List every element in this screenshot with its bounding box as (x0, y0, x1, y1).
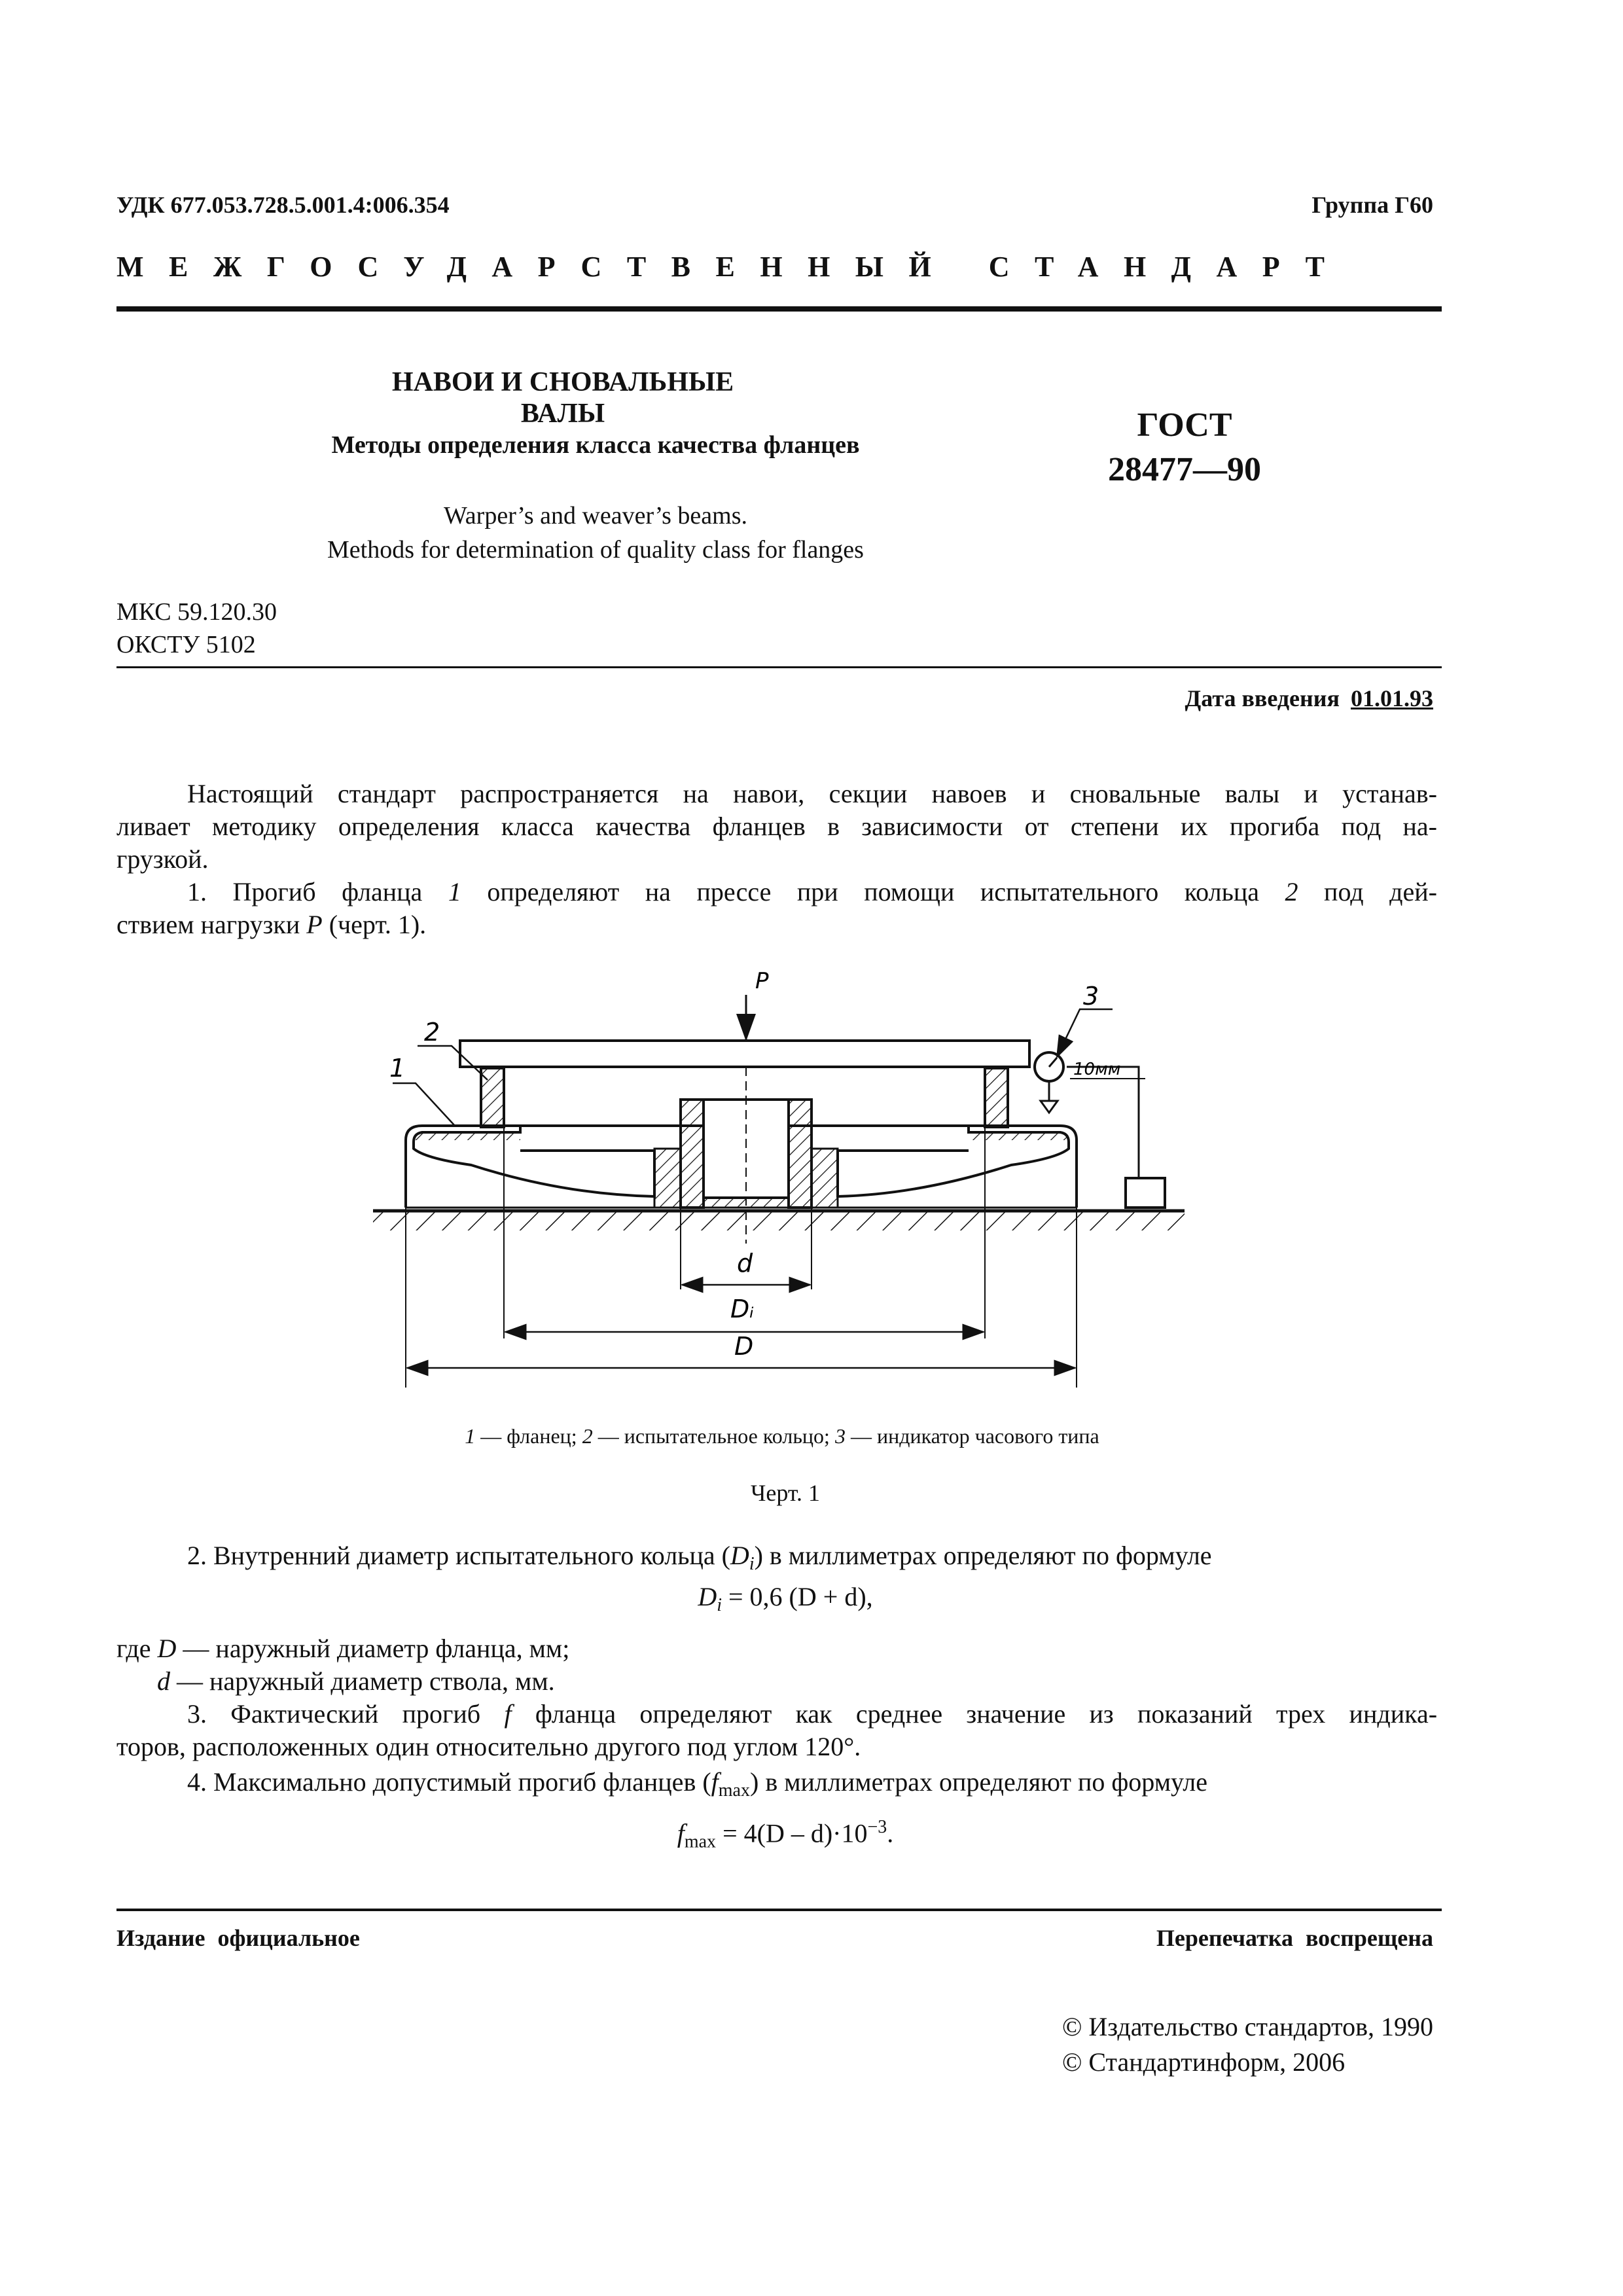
label-1: 1 (389, 1054, 406, 1083)
flange-test-drawing (366, 969, 1198, 1394)
english-title-line: Warper’s and weaver’s beams. (443, 502, 747, 529)
indicator-stand (1126, 1178, 1165, 1208)
hub-collar-right (812, 1149, 838, 1208)
doc-title: НАВОИ И СНОВАЛЬНЫЕ ВАЛЫ (391, 367, 734, 429)
paragraph-4: 4. Максимально допустимый прогиб фланцев $(f_{max})$ в миллиметрах определяют по формуле (187, 1767, 1207, 1801)
text-line: грузкой. (116, 844, 209, 874)
reprint-forbidden: Перепечатка воспрещена (1156, 1925, 1433, 1951)
intro-paragraph (116, 778, 1437, 941)
standard-banner: МЕЖГОСУДАРСТВЕННЫЙ СТАНДАРТ (116, 251, 1350, 283)
gost-number: 28477—90 (1108, 451, 1261, 488)
intro-date-label: Дата введения (1185, 685, 1340, 711)
dimension-di-label: Dᵢ (730, 1295, 755, 1323)
where-block (116, 1632, 1437, 1807)
english-title-line: Methods for determination of quality class for flanges (327, 536, 864, 564)
dimension-d-label: d (737, 1249, 753, 1278)
intro-date (1185, 685, 1434, 712)
load-label: P (755, 969, 769, 994)
formula-di: $D_i = 0,6$ (D + d), (698, 1582, 873, 1615)
10mm-label: 10мм (1073, 1060, 1121, 1079)
test-ring-right-wall (985, 1068, 1008, 1127)
copyright-block (1062, 2009, 1433, 2080)
paragraph-1-line-1: 1. Прогиб фланца 1 определяют на прессе при помощи испытательного кольца 2 под дей- (187, 877, 1437, 906)
gost-label: ГОСТ (1137, 406, 1232, 444)
where-line-2: d — наружный диаметр ствола, мм. (157, 1666, 555, 1696)
formula-fmax: $f_{max} = 4(D - d)\cdot 10^{-3}$. (677, 1817, 894, 1852)
text-line: ливает методику определения класса качества фланцев в зависимости от степени их прогиба под на- (116, 812, 1437, 841)
leader-3 (1057, 1009, 1113, 1057)
doc-title-english (262, 499, 929, 567)
ground-hatch (373, 1212, 1185, 1230)
label-3: 3 (1083, 982, 1099, 1011)
official-edition: Издание официальное (116, 1925, 360, 1951)
paragraph-2: 2. Внутренний диаметр испытательного кольца $(D_i)$ в миллиметрах определяют по формуле (187, 1541, 1212, 1574)
paragraph-3-line-1: 3. Фактический прогиб f фланца определяют как среднее значение из показаний трех индика- (187, 1699, 1438, 1729)
header-rule (116, 306, 1442, 312)
udk-code: УДК 677.053.728.5.001.4:006.354 (116, 192, 450, 218)
flange-disk-hatch-right (969, 1132, 1067, 1140)
paragraph-1-line-2: ствием нагрузки P (черт. 1). (116, 910, 427, 939)
mks-code: МКС 59.120.30 (116, 598, 277, 626)
hub-left (681, 1100, 704, 1208)
footer-rule (116, 1909, 1442, 1911)
leader-1 (393, 1083, 455, 1126)
copyright-line-2: © Стандартинформ, 2006 (1061, 2047, 1346, 2077)
classification-codes (116, 596, 277, 661)
dimension-D-label: D (734, 1332, 754, 1361)
doc-subtitle: Методы определения класса качества фланцев (331, 431, 860, 459)
codes-rule (116, 666, 1442, 668)
paragraph-3-line-2: торов, расположенных один относительно другого под углом 120°. (116, 1732, 861, 1761)
dial-tip (1041, 1101, 1058, 1113)
hub-collar-left (654, 1149, 681, 1208)
text-line: Настоящий стандарт распространяется на навои, секции навоев и сновальные валы и устанав- (187, 779, 1437, 808)
figure-title: Черт. 1 (751, 1480, 820, 1506)
label-2: 2 (424, 1018, 440, 1047)
group-code: Группа Г60 (1311, 192, 1433, 218)
hub-right (789, 1100, 812, 1208)
where-line-1: где D — наружный диаметр фланца, мм; (116, 1634, 570, 1663)
intro-date-value: 01.01.93 (1351, 685, 1433, 711)
copyright-line-1: © Издательство стандартов, 1990 (1061, 2012, 1433, 2041)
okstu-code: ОКСТУ 5102 (116, 631, 256, 658)
press-plate (460, 1041, 1029, 1067)
figure-legend: 1 — фланец; 2 — испытательное кольцо; 3 — индикатор часового типа (465, 1424, 1099, 1448)
